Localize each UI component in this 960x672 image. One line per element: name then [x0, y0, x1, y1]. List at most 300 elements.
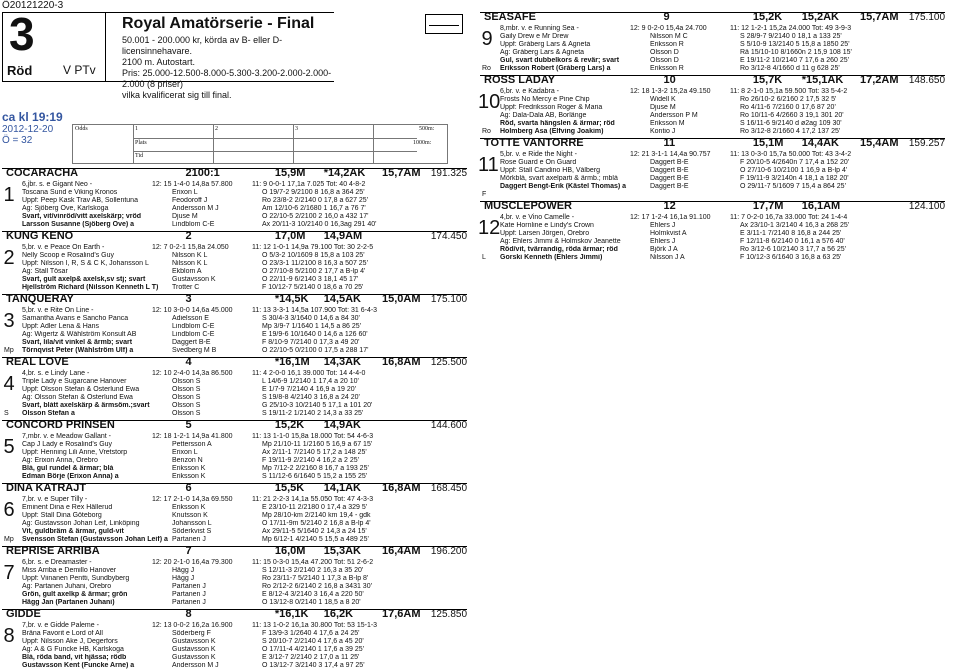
horse-stats [2, 181, 467, 189]
start-result: S 12/11-3 2/2140 2 16,3 a 35 20' [262, 567, 364, 574]
horse-stats-2012: 12: 18 1-3-2 15,2a 49.150 [630, 88, 711, 95]
horse-info: Uppf: Gråberg Lars & Agneta [500, 41, 591, 48]
horse-info: Uppf: Stall Candino HB, Vålberg [500, 167, 600, 174]
odds-grid [72, 124, 448, 164]
horse-info: Äg: Stall Tösar [22, 268, 68, 275]
horse-line [480, 104, 945, 112]
horse-info: Äg: Wigertz & Wåhlström Konsult AB [22, 331, 137, 338]
race-number: 3 [9, 8, 35, 60]
start-driver: Djuse M [650, 104, 676, 111]
horse-info: Röd/vit, tvärrandig, röda ärmar; röd [500, 246, 618, 253]
horse-info: Äg: Erixon Anna, Örebro [22, 457, 98, 464]
horse-info: Gul, svart dubbelkors & revär; svart [500, 57, 620, 64]
start-driver [650, 191, 740, 199]
horse-info: Frosts No Mercy e Pine Chip [500, 96, 590, 103]
horse-record-3: 16,8AM [381, 356, 421, 368]
start-result: E 1/7-9 7/2140 4 16,9 a 19 20' [262, 386, 356, 393]
start-result: Åm 12/10-6 2/1680 1 16,7 a 76 7' [262, 205, 366, 212]
horse-info: Röd, svarta hängslen & ärmar; röd [500, 120, 615, 127]
track-code: Ö = 32 [2, 135, 33, 146]
horse-info: Miss Arriba e Demillo Hanover [22, 567, 117, 574]
horse-trainer-track: Ro [482, 65, 491, 72]
start-driver: Feodoroff J [172, 197, 208, 204]
race-description [122, 35, 334, 101]
horse-stats [480, 25, 945, 33]
start-result: Mp 28/10-km 2/2140 km 19,4 - gdk [262, 512, 371, 519]
start-driver: Nilsson K L [172, 252, 208, 259]
horse-line [2, 205, 467, 213]
horse-line [2, 386, 467, 394]
track-icon [425, 14, 463, 34]
start-result: F 10/12-3 6/1640 3 16,8 a 63 25' [740, 254, 842, 261]
horse-entry [2, 357, 467, 418]
horse-number: 10 [478, 91, 501, 113]
horse-stats-2011: 11: 12 1-0-1 14,9a 79.100 Tot: 30 2-2-5 [252, 244, 374, 251]
start-driver: Nilsson J A [650, 254, 685, 261]
horse-line [480, 57, 945, 65]
horse-entry [2, 483, 467, 544]
start-result: Ro 3/12-8 4/1660 d 11 g 628 25' [740, 65, 840, 72]
horse-record-1: *16,1M [274, 356, 310, 368]
start-result: G 25/10-3 10/2140 5 17,1 a 101 20' [262, 402, 373, 409]
horse-stats-2012: 12: 10 3-0-0 14,6a 45.000 [152, 307, 233, 314]
start-result: F 20/10-5 4/2640n 7 17,4 a 152 20' [740, 159, 850, 166]
horse-info: Edman Börje (Erixon Anna) a [22, 473, 119, 480]
start-result: F 12/11-8 6/2140 0 16,1 a 576 40' [740, 238, 845, 245]
start-driver: Eriksson K [172, 504, 206, 511]
race-desc-line: Pris: 25.000-12.500-8.000-5.300-3.200-2.000-2.000-2.000 (8 priser) [122, 68, 332, 89]
start-driver: Lindblom C-E [172, 323, 215, 330]
start-driver: Olsson S [172, 402, 201, 409]
horse-entry [2, 168, 467, 229]
horse-line [2, 457, 467, 465]
horse-start-number: 7 [185, 545, 192, 557]
start-driver: Daggert B-E [650, 167, 689, 174]
horse-info: Svart, vit/vinröd/vitt axelskärp; vröd [22, 213, 142, 220]
horse-header [480, 139, 945, 151]
horse-start-number: 12 [663, 200, 676, 212]
horse-trainer-track: L [482, 254, 486, 261]
horse-entry [2, 609, 467, 670]
start-result: Ro 23/8-2 2/2140 0 17,8 a 627 25' [262, 197, 369, 204]
horse-line [2, 520, 467, 528]
start-result: Ro 10/11-6 4/2660 3 19,1 301 20' [740, 112, 844, 119]
horse-line [2, 465, 467, 473]
start-driver: Daggert B-E [650, 159, 689, 166]
start-result: F 10/12-7 5/2140 0 18,6 a 70 25' [262, 284, 364, 291]
horse-record-1: 17,0M [274, 230, 306, 242]
horse-number: 2 [3, 247, 15, 269]
start-result: Ö 23/3-1 11/2100 8 16,3 a 507 25' [262, 260, 368, 267]
horse-entry [480, 138, 945, 199]
start-driver: Partanen J [172, 536, 206, 543]
horse-start-number: 2100:1 [185, 167, 220, 179]
horse-line [2, 347, 467, 355]
horse-stats-2012: 12: 17 1-2-4 16,1a 91.100 [630, 214, 711, 221]
horse-name: ROSS LADAY [484, 74, 556, 86]
horse-info: Äg: Ehlers Jimmi & Holmskov Jeanette [500, 238, 621, 245]
horse-start-number: 4 [185, 356, 192, 368]
horse-list-left [2, 168, 467, 672]
horse-record-2: 14,1AK [323, 482, 361, 494]
horse-info: Äg: A & G Funcke HB, Karlskoga [22, 646, 124, 653]
horse-line [2, 575, 467, 583]
horse-stats-2012: 12: 10 2-4-0 14,3a 86.500 [152, 370, 233, 377]
horse-prize-money: 144.600 [430, 420, 468, 431]
horse-info: Svensson Stefan (Gustavsson Johan Leif) a [22, 536, 168, 543]
start-result: Ö 5/3-2 10/1609 8 15,8 a 103 25' [262, 252, 365, 259]
horse-stats-2011: 11: 7 0-2-0 16,7a 33.000 Tot: 24 1-4-4 [730, 214, 848, 221]
horse-line [2, 599, 467, 607]
horse-header [480, 202, 945, 214]
horse-prize-money: 125.500 [430, 357, 468, 368]
horse-stats-2011: 11: 13 1-1-0 15,8a 18.000 Tot: 54 4-6-3 [252, 433, 374, 440]
odds-label: Odds [75, 126, 88, 132]
start-driver: Daggert B-E [650, 183, 689, 190]
horse-stats-2011: 11: 13 1-0-2 16,1a 30.800 Tot: 53 15-1-3 [252, 622, 378, 629]
start-date: 2012-12-20 [2, 124, 54, 135]
horse-info: Gaily Drew e Mr Drew [500, 33, 569, 40]
start-driver: Olsson S [172, 378, 201, 385]
start-result: Ro 3/12-8 2/1660 4 17,2 137 25' [740, 128, 841, 135]
start-driver: Svedberg M B [172, 347, 217, 354]
horse-record-1: 15,1M [752, 137, 784, 149]
horse-record-3: 15,7AM [381, 167, 421, 179]
horse-name: SEASAFE [484, 11, 536, 23]
horse-record-2: 15,2AK [801, 11, 839, 23]
start-result: Ro 2/12-2 6/2140 2 16,8 a 3431 30' [262, 583, 372, 590]
horse-stats-2011: 11: 21 2-2-3 14,1a 55.050 Tot: 47 4-3-3 [252, 496, 374, 503]
start-result: S 28/9-7 9/2140 0 18,1 a 133 25' [740, 33, 842, 40]
horse-line [2, 213, 467, 221]
race-number-block [2, 8, 106, 82]
start-driver: Olsson S [172, 410, 201, 417]
start-driver: Hägg J [172, 567, 195, 574]
start-driver: Lindblom C-E [172, 221, 215, 228]
horse-record-1: *14,5K [274, 293, 309, 305]
start-result: E 19/9-6 10/1640 0 14,6 a 126 60' [262, 331, 368, 338]
horse-pedigree: 5,br. v. e Ride the Night - [500, 151, 577, 158]
start-result: Ax 23/10-1 3/2140 4 16,3 a 268 25' [740, 222, 850, 229]
horse-entry [2, 420, 467, 481]
horse-pedigree: 6,br. s. e Dreamaster - [22, 559, 92, 566]
horse-prize-money: 175.100 [908, 12, 946, 23]
start-driver: Gustavsson K [172, 276, 216, 283]
horse-line [480, 120, 945, 128]
horse-line [2, 536, 467, 544]
start-result: Ö 22/10-5 0/2100 0 17,5 a 288 17' [262, 347, 369, 354]
horse-number: 1 [3, 184, 15, 206]
start-driver: Eriksson K [172, 465, 206, 472]
horse-record-3: 15,7AM [859, 11, 899, 23]
horse-header [2, 484, 467, 496]
start-driver: Gustavsson K [172, 638, 216, 645]
horse-trainer-track: Mp [4, 536, 14, 543]
horse-line [2, 339, 467, 347]
horse-line [480, 238, 945, 246]
horse-number: 9 [481, 28, 493, 50]
horse-line [2, 654, 467, 662]
horse-record-2: 15,3AK [323, 545, 361, 557]
horse-info: Rose Guard e On Guard [500, 159, 577, 166]
start-result [740, 191, 945, 199]
start-result: Mp 21/10-11 1/2160 5 16,9 a 67 15' [262, 441, 373, 448]
horse-entry [480, 12, 945, 73]
start-result: F 8/10-9 7/2140 0 17,3 a 49 20' [262, 339, 360, 346]
horse-number: 4 [3, 373, 15, 395]
horse-line [2, 449, 467, 457]
start-result: F 19/11-9 2/2140 4 16,2 a 2 25' [262, 457, 359, 464]
horse-record-1: 15,2K [752, 11, 783, 23]
horse-list-right [480, 12, 945, 264]
start-driver: Ehlers J [650, 238, 676, 245]
horse-line [2, 276, 467, 284]
horse-info: Uppf: Adler Lena & Hans [22, 323, 100, 330]
horse-header [2, 547, 467, 559]
horse-record-1: 15,5K [274, 482, 305, 494]
start-result: Ö 22/10-5 2/2100 2 16,0 a 432 17' [262, 213, 369, 220]
horse-info: Bräna Favorit e Lord of All [22, 630, 103, 637]
start-result: S 16/11-6 9/2140 d ø2ag 109 30' [740, 120, 842, 127]
start-driver: Olsson S [172, 386, 201, 393]
horse-header [2, 358, 467, 370]
horse-stats [2, 496, 467, 504]
horse-line [2, 402, 467, 410]
horse-line [480, 112, 945, 120]
start-result: E 3/12-7 2/2140 2 17,0 a 11 25' [262, 654, 360, 661]
horse-line [2, 197, 467, 205]
start-result: F 19/11-9 3/2140n 4 18,1 a 182 20' [740, 175, 849, 182]
race-id: Ö20121220-3 [2, 0, 64, 11]
horse-pedigree: 5,br. v. e Peace On Earth - [22, 244, 105, 251]
horse-line [480, 191, 945, 199]
start-driver: Daggert B-E [172, 339, 211, 346]
horse-start-number: 8 [185, 608, 192, 620]
start-driver: Gustavsson K [172, 646, 216, 653]
start-driver: Andersson M J [172, 205, 219, 212]
horse-info: Toscana Sund e Viking Kronos [22, 189, 118, 196]
horse-pedigree: 6,jbr. s. e Gigant Neo - [22, 181, 93, 188]
horse-number: 3 [3, 310, 15, 332]
horse-stats-2012: 12: 13 0-0-2 16,2a 16.900 [152, 622, 233, 629]
race-type-label: V PTv [63, 63, 96, 77]
start-result: Ö 13/12-8 0/2140 1 18,5 a 8 20' [262, 599, 361, 606]
horse-entry [480, 201, 945, 262]
horse-info: Daggert Bengt-Erik (Kästel Thomas) a [500, 183, 627, 190]
start-result: Mp 3/9-7 1/1640 1 14,5 a 86 25' [262, 323, 362, 330]
start-result: Ro 26/10-2 6/2160 2 17,5 32 5' [740, 96, 837, 103]
horse-record-1: 15,2K [274, 419, 305, 431]
horse-record-2: 14,9AK [323, 419, 361, 431]
horse-info: Uppf: Larsen Jörgen, Örebro [500, 230, 590, 237]
horse-record-3: 17,2AM [859, 74, 899, 86]
horse-header [2, 232, 467, 244]
horse-info: Uppf: Peep Kask Trav AB, Sollentuna [22, 197, 138, 204]
race-desc-line: 50.001 - 200.000 kr, körda av B- eller D- licensinnehavare. [122, 35, 283, 56]
start-result: Ö 19/7-2 9/2100 8 16,8 a 364 25' [262, 189, 365, 196]
start-driver: Johansson L [172, 520, 212, 527]
horse-pedigree: 4,br. v. e Vino Camelle - [500, 214, 575, 221]
horse-prize-money: 159.257 [908, 138, 946, 149]
start-driver: Andersson P M [650, 112, 698, 119]
start-driver: Holmkvist A [650, 230, 687, 237]
horse-stats [480, 88, 945, 96]
start-result: S 30/4-3 3/1640 0 14,6 a 84 30' [262, 315, 360, 322]
plats-label: Plats [135, 140, 147, 146]
horse-record-3: 16,4AM [381, 545, 421, 557]
horse-entry [2, 231, 467, 292]
horse-line [480, 65, 945, 73]
horse-line [2, 260, 467, 268]
start-result: E 8/12-4 3/2140 3 16,4 a 220 50' [262, 591, 364, 598]
horse-info: Uppf: Nilsson Åke J, Degerfors [22, 638, 118, 645]
start-result: Ax 2/11-1 7/2140 5 17,2 a 148 25' [262, 449, 367, 456]
start-result: Mp 6/12-1 4/2140 5 15,5 a 489 25' [262, 536, 369, 543]
horse-prize-money: 196.200 [430, 546, 468, 557]
horse-record-3: 15,4AM [859, 137, 899, 149]
horse-pedigree: 6,br. v. e Kadabra - [500, 88, 560, 95]
horse-info: Törnqvist Peter (Wåhlström Ulf) a [22, 347, 134, 354]
horse-number: 5 [3, 436, 15, 458]
horse-start-number: 11 [663, 137, 676, 149]
horse-stats-2011: 11: 8 2-1-0 15,1a 59.500 Tot: 33 5-4-2 [730, 88, 848, 95]
start-driver: Olsson D [650, 49, 679, 56]
horse-number: 11 [478, 154, 499, 176]
horse-line [2, 662, 467, 670]
horse-info [500, 191, 650, 199]
horse-info: Triple Lady e Sugarcane Hanover [22, 378, 127, 385]
horse-pedigree: 8,mbr. v. e Running Sea - [500, 25, 579, 32]
start-result: S 5/10-9 13/2140 5 15,8 a 1850 25' [740, 41, 850, 48]
horse-trainer-track: F [482, 191, 487, 198]
start-driver: Nilsson K L [172, 260, 208, 267]
horse-info: Äg: Olsson Stefan & Österlund Ewa [22, 394, 133, 401]
horse-prize-money: 174.450 [430, 231, 468, 242]
horse-name: TANQUERAY [6, 293, 74, 305]
start-result: Ax 29/11-5 5/1640 2 14,3 a 24 15' [262, 528, 367, 535]
horse-info: Eminent Dina e Rex Hällerud [22, 504, 113, 511]
horse-name: GIDDE [6, 608, 41, 620]
start-driver: Ekblom A [172, 268, 202, 275]
start-result: Rä 15/10-10 8/1660n 2 15,9 108 15' [740, 49, 852, 56]
start-result: Ro 23/11-7 5/2140 1 17,3 a B-lp 8' [262, 575, 369, 582]
horse-start-number: 6 [185, 482, 192, 494]
horse-info: Gustavsson Kent (Funcke Arne) a [22, 662, 135, 669]
horse-stats-2012: 12: 21 3-1-1 14,4a 90.757 [630, 151, 711, 158]
start-result: E 23/10-11 2/2180 0 17,4 a 329 5' [262, 504, 368, 511]
horse-info: Svart, lila/vit vinkel & ärmb; svart [22, 339, 133, 346]
start-result: Ro 4/11-6 7/2160 0 17,6 87 20' [740, 104, 836, 111]
horse-stats-2011: 11: 13 0-3-0 15,7a 50.000 Tot: 43 3-4-2 [730, 151, 852, 158]
horse-info: Blå, gul rundel & ärmar; blå [22, 465, 114, 472]
horse-info: Nelly Scoop e Rosalind's Guy [22, 252, 114, 259]
start-driver: Djuse M [172, 213, 198, 220]
horse-prize-money: 168.450 [430, 483, 468, 494]
horse-stats [2, 244, 467, 252]
horse-line [2, 512, 467, 520]
start-driver: Björk J A [650, 246, 678, 253]
horse-info: Hägg Jan (Partanen Juhani) [22, 599, 115, 606]
horse-info: Larsson Susanne (Sjöberg Ove) a [22, 221, 135, 228]
horse-number: 6 [3, 499, 15, 521]
horse-info: Svart, blått axelskärp & ärmsöm.;svart [22, 402, 150, 409]
start-driver: Partanen J [172, 599, 206, 606]
tid-label: Tid [135, 153, 144, 159]
horse-trainer-track: Ro [482, 128, 491, 135]
horse-entry [480, 75, 945, 136]
horse-stats-2012: 12: 17 2-1-0 14,3a 69.550 [152, 496, 233, 503]
horse-info: Samantha Avans e Sancho Panca [22, 315, 129, 322]
horse-line [2, 473, 467, 481]
horse-info: Holmberg Åsa (Elfving Joakim) [500, 128, 604, 135]
race-desc-line: 2100 m. Autostart. [122, 57, 196, 67]
horse-info: Olsson Stefan a [22, 410, 75, 417]
start-result: F 13/9-3 1/2640 4 17,6 a 24 25' [262, 630, 360, 637]
horse-line [480, 49, 945, 57]
horse-info: Uppf: Stall Dina Göteborg [22, 512, 102, 519]
horse-record-3: 15,0AM [381, 293, 421, 305]
horse-number: 7 [3, 562, 15, 584]
start-driver: Trotter C [172, 284, 200, 291]
start-driver: Adielsson E [172, 315, 209, 322]
start-driver: Erixon L [172, 449, 198, 456]
horse-record-2: *15,1AK [801, 74, 844, 86]
start-driver: Eriksson K [172, 473, 206, 480]
horse-stats-2011: 11: 15 0-3-0 15,4a 47.200 Tot: 51 2-6-2 [252, 559, 374, 566]
start-result: L 14/6-9 1/2140 1 17,4 a 20 10' [262, 378, 359, 385]
start-time: ca kl 19:19 [2, 110, 63, 124]
start-result: Ö 17/11-9m 5/2140 2 16,8 a B-lp 4' [262, 520, 371, 527]
horse-pedigree: 7,br. v. e Gidde Paleme - [22, 622, 99, 629]
horse-stats-2011: 11: 13 3-3-1 14,5a 107.900 Tot: 31 6-4-3 [252, 307, 378, 314]
start-result: Ax 20/11-3 10/2140 0 16,3ag 291 40' [262, 221, 377, 228]
horse-record-2: 14,5AK [323, 293, 361, 305]
horse-stats-2012: 12: 15 1-4-0 14,8a 57.800 [152, 181, 233, 188]
horse-pedigree: 5,br. v. e Rite On Line - [22, 307, 94, 314]
horse-pedigree: 4,br. s. e Lindy Lane - [22, 370, 90, 377]
horse-line [2, 394, 467, 402]
horse-record-2: 14,3AK [323, 356, 361, 368]
horse-start-number: 2 [185, 230, 192, 242]
horse-number: 8 [3, 625, 15, 647]
horse-info: Uppf: Nilsson I, R, S & C K, Johansson L [22, 260, 149, 267]
horse-line [480, 128, 945, 136]
horse-line [2, 284, 467, 292]
horse-line [2, 323, 467, 331]
start-driver: Olsson S [172, 394, 201, 401]
horse-record-2: 16,2K [323, 608, 354, 620]
horse-info: Svart, gult axelp& axelsk,sv stj; svart [22, 276, 146, 283]
horse-stats-2012: 12: 7 0-2-1 15,8a 24.050 [152, 244, 229, 251]
horse-name: CONCORD PRINSEN [6, 419, 115, 431]
horse-pedigree: 7,mbr. v. e Meadow Gallant - [22, 433, 111, 440]
place-3-label: 3 [295, 126, 298, 132]
horse-line [480, 183, 945, 191]
horse-name: MUSCLEPOWER [484, 200, 572, 212]
horse-line [2, 638, 467, 646]
horse-info: Cap J Lady e Rosalind's Guy [22, 441, 113, 448]
start-driver: Söderberg F [172, 630, 211, 637]
start-result: Ro 3/12-6 10/2140 3 17,7 a 56 25' [740, 246, 847, 253]
horse-prize-money: 175.100 [430, 294, 468, 305]
horse-info: Vit, guldbräm & ärmar, guld-vit [22, 528, 124, 535]
horse-name: KUNG KENO [6, 230, 74, 242]
horse-trainer-track: S [4, 410, 9, 417]
horse-line [480, 254, 945, 262]
horse-header [2, 421, 467, 433]
horse-info: Kate Hornline e Lindy's Crown [500, 222, 594, 229]
horse-record-1: 15,9M [274, 167, 306, 179]
